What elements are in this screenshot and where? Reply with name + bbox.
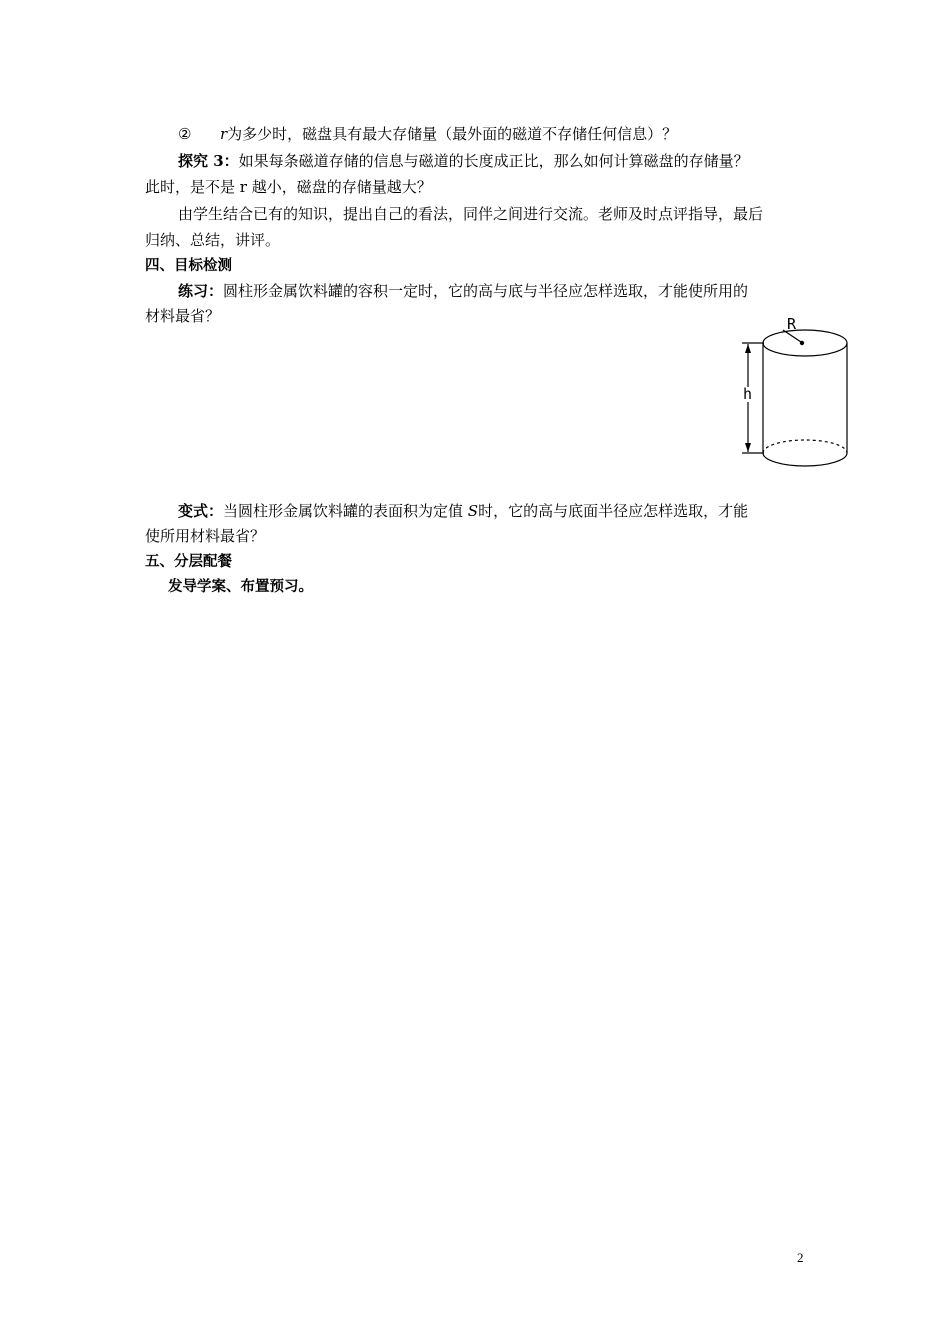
discussion-line1: 由学生结合已有的知识，提出自己的看法，同伴之间进行交流。老师及时点评指导，最后 xyxy=(178,205,764,223)
section5-heading: 五、分层配餐 xyxy=(145,554,232,570)
cylinder-bottom-front-arc xyxy=(763,453,847,466)
variant-line2: 使所用材料最省？ xyxy=(145,527,266,545)
height-arrowhead-down xyxy=(745,443,751,452)
cylinder-bottom-hidden-arc xyxy=(763,440,847,453)
variant-text-b: 时，它的高与底面半径应怎样选取，才能 xyxy=(478,502,749,520)
explore3-text-line1: 如果每条磁道存储的信息与磁道的长度成正比，那么如何计算磁盘的存储量？ xyxy=(238,152,749,170)
exercise-line1 xyxy=(178,281,840,301)
cylinder-top-ellipse xyxy=(763,330,847,356)
height-label: h xyxy=(743,385,753,403)
section5-text: 发导学案、布置预习。 xyxy=(168,579,313,595)
page-number: 2 xyxy=(797,1250,804,1265)
discussion-line2: 归纳、总结，讲评。 xyxy=(145,231,281,249)
variant-label: 变式： xyxy=(178,502,224,520)
circled-number-marker: ② xyxy=(178,125,192,143)
section4-heading: 四、目标检测 xyxy=(145,258,232,274)
variant-line1 xyxy=(178,501,840,521)
radius-label: R xyxy=(787,315,797,333)
variable-r: r xyxy=(220,125,228,143)
explore3-label: 探究 3： xyxy=(178,152,239,170)
cylinder-diagram xyxy=(735,313,850,471)
center-dot xyxy=(800,341,804,345)
explore2-question2-text: 为多少时，磁盘具有最大存储量（最外面的磁道不存储任何信息）？ xyxy=(227,125,678,143)
explore3-line2: 此时，是不是 r 越小，磁盘的存储量越大？ xyxy=(145,178,432,196)
explore3-line1 xyxy=(178,151,840,171)
exercise-line2: 材料最省？ xyxy=(145,307,221,325)
exercise-label: 练习： xyxy=(178,282,224,300)
height-arrowhead-up xyxy=(745,344,751,353)
variable-s: S xyxy=(467,502,479,520)
exercise-text-line1: 圆柱形金属饮料罐的容积一定时，它的高与底与半径应怎样选取，才能使所用的 xyxy=(223,282,749,300)
variant-text-a: 当圆柱形金属饮料罐的表面积为定值 xyxy=(223,502,468,520)
explore2-question2 xyxy=(178,124,840,144)
